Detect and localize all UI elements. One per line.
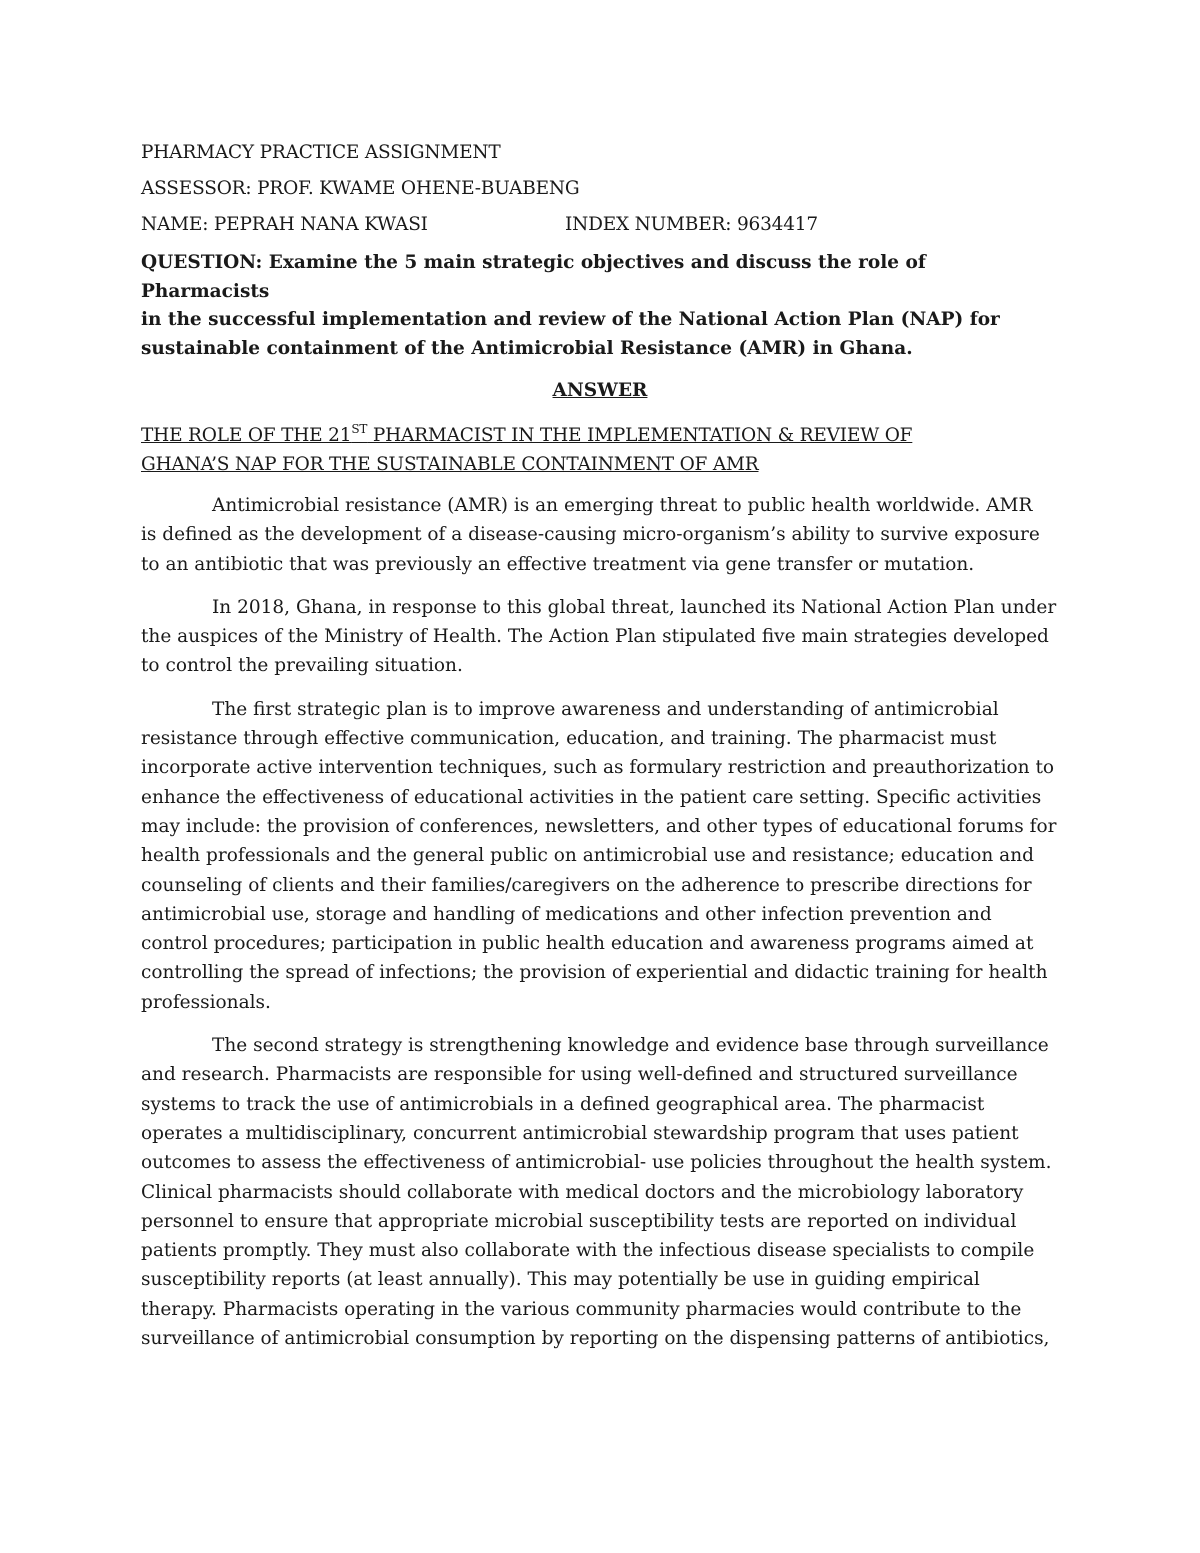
heading-superscript: ST: [351, 422, 368, 436]
course-title: PHARMACY PRACTICE ASSIGNMENT: [141, 142, 501, 163]
paragraph-line: The second strategy is strengthening knowledge and evidence base through surveillance: [212, 1035, 1049, 1057]
section-heading-line-1: [141, 421, 1059, 450]
paragraph-line: to an antibiotic that was previously an effective treatment via gene transfer or mutation.: [141, 553, 975, 575]
paragraph-line: to control the prevailing situation.: [141, 655, 463, 677]
section-heading: [141, 421, 1059, 479]
paragraph-line: In 2018, Ghana, in response to this global threat, launched its National Action Plan under: [212, 596, 1057, 618]
paragraph-line: professionals.: [141, 991, 271, 1013]
student-info-row: [141, 213, 1059, 237]
section-heading-line-2: GHANA’S NAP FOR THE SUSTAINABLE CONTAINMENT OF AMR: [141, 454, 759, 475]
paragraph-line: is defined as the development of a disease-causing micro-organism’s ability to survive exposure: [141, 524, 1040, 546]
question-block: [141, 249, 1059, 363]
paragraph-line: enhance the effectiveness of educational activities in the patient care setting. Specific activities: [141, 786, 1042, 808]
student-name: NAME: PEPRAH NANA KWASI: [141, 214, 428, 235]
heading-text-part-2: PHARMACIST IN THE IMPLEMENTATION & REVIEW OF: [367, 425, 913, 446]
paragraph-line: therapy. Pharmacists operating in the various community pharmacies would contribute to the: [141, 1298, 1022, 1320]
paragraph-line: control procedures; participation in public health education and awareness programs aimed at: [141, 933, 1034, 955]
paragraph-line: controlling the spread of infections; the provision of experiential and didactic training for health: [141, 962, 1048, 984]
paragraph-line: The first strategic plan is to improve awareness and understanding of antimicrobial: [212, 698, 999, 720]
answer-heading: ANSWER: [552, 380, 648, 401]
paragraph-line: counseling of clients and their families/caregivers on the adherence to prescribe directions for: [141, 874, 1032, 896]
assessor-line: ASSESSOR: PROF. KWAME OHENE-BUABENG: [141, 178, 580, 199]
paragraph-line: health professionals and the general public on antimicrobial use and resistance; education and: [141, 845, 1034, 867]
paragraph-first-strategy: [141, 695, 1059, 1017]
paragraph-line: antimicrobial use, storage and handling of medications and other infection prevention and: [141, 903, 992, 925]
paragraph-line: and research. Pharmacists are responsible for using well-defined and structured surveillance: [141, 1064, 1018, 1086]
paragraph-line: Antimicrobial resistance (AMR) is an emerging threat to public health worldwide. AMR: [212, 495, 1033, 516]
paragraph-ghana-nap: [141, 593, 1059, 681]
paragraph-line: susceptibility reports (at least annually). This may potentially be use in guiding empirical: [141, 1269, 980, 1291]
paragraph-line: systems to track the use of antimicrobials in a defined geographical area. The pharmacist: [141, 1093, 985, 1115]
paragraph-line: the auspices of the Ministry of Health. The Action Plan stipulated five main strategies developed: [141, 626, 1049, 648]
index-number: INDEX NUMBER: 9634417: [565, 214, 818, 235]
paragraph-line: surveillance of antimicrobial consumption by reporting on the dispensing patterns of antibiotics,: [141, 1328, 1050, 1350]
paragraph-line: patients promptly. They must also collaborate with the infectious disease specialists to compile: [141, 1240, 1035, 1262]
question-line: QUESTION: Examine the 5 main strategic objectives and discuss the role of Pharmacists: [141, 252, 926, 302]
document-page: [141, 141, 1059, 1367]
paragraph-second-strategy: [141, 1031, 1059, 1353]
paragraph-amr-definition: [141, 491, 1059, 579]
paragraph-line: personnel to ensure that appropriate microbial susceptibility tests are reported on individual: [141, 1210, 1017, 1232]
heading-text-part-1: THE ROLE OF THE 21: [141, 425, 352, 446]
paragraph-line: operates a multidisciplinary, concurrent antimicrobial stewardship program that uses patient: [141, 1122, 1019, 1144]
paragraph-line: resistance through effective communication, education, and training. The pharmacist must: [141, 728, 997, 750]
paragraph-line: outcomes to assess the effectiveness of antimicrobial- use policies throughout the health system.: [141, 1152, 1052, 1174]
paragraph-line: incorporate active intervention techniques, such as formulary restriction and preauthorization to: [141, 757, 1055, 779]
question-line: sustainable containment of the Antimicrobial Resistance (AMR) in Ghana.: [141, 337, 913, 359]
question-line: in the successful implementation and review of the National Action Plan (NAP) for: [141, 309, 1000, 330]
paragraph-line: Clinical pharmacists should collaborate with medical doctors and the microbiology laboratory: [141, 1181, 1024, 1203]
paragraph-line: may include: the provision of conferences, newsletters, and other types of educational forums for: [141, 815, 1057, 837]
